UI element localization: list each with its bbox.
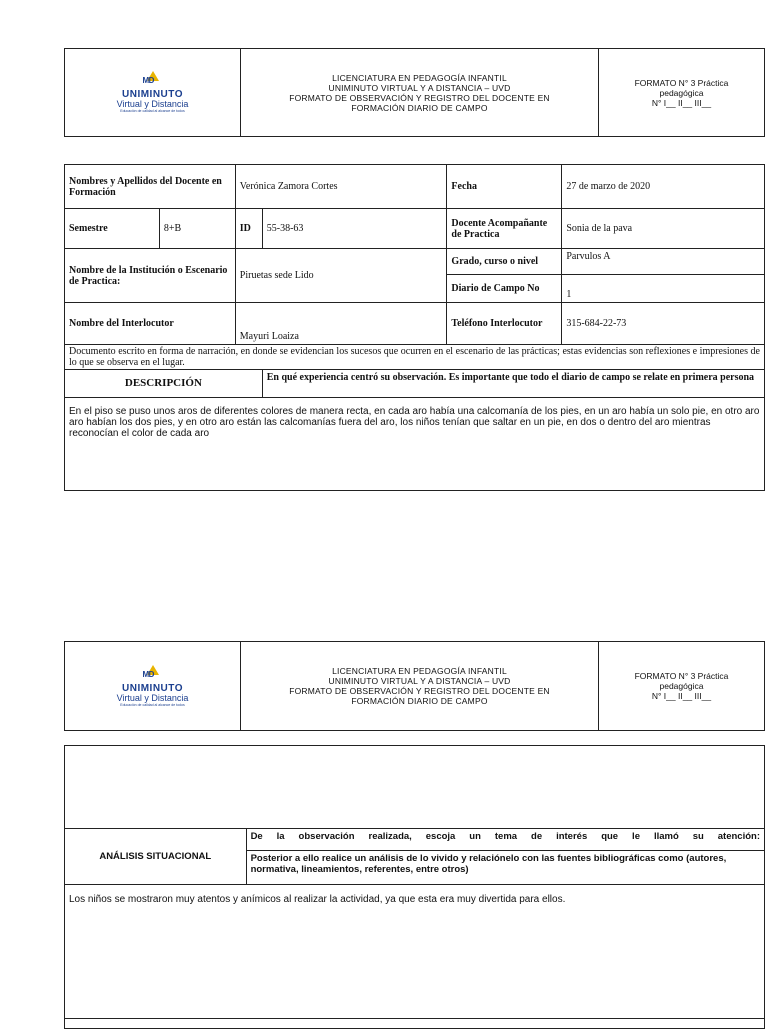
advisor-label: Docente Acompañante de Practica [447, 209, 562, 249]
phone-value: 315-684-22-73 [562, 303, 765, 345]
institution-value: Piruetas sede Lido [235, 249, 447, 303]
grade-value: Parvulos A [562, 249, 765, 275]
advisor-value: Sonia de la pava [562, 209, 765, 249]
format-line: N° I__ II__ III__ [651, 97, 712, 108]
uniminuto-logo-icon: MD [142, 71, 164, 89]
description-prompt: En qué experiencia centró su observación. Es importante que todo el diario de campo se relate en primera persona [262, 370, 764, 398]
logo-tagline: Educación de calidad al alcance de todos [120, 702, 185, 707]
description-text: En el piso se puso unos aros de diferentes colores de manera recta, en cada aro había una calcomanía de los pies, en un aro había un solo pie, en otro aro aro habían los dos pies, y en otro aro están las calcomanías fuera del aro, los niños tenían que saltar en un pie, en dos o dentro del aro mientras reconocían el color de cada aro [65, 398, 765, 491]
uniminuto-logo-icon: MD [142, 665, 164, 683]
diary-label: Diario de Campo No [447, 275, 562, 303]
format-line: N° I__ II__ III__ [651, 691, 712, 701]
analysis-text: Los niños se mostraron muy atentos y anímicos al realizar la actividad, ya que esta era muy divertida para ellos. [65, 885, 765, 1019]
title-line: FORMATO DE OBSERVACIÓN Y REGISTRO DEL DOCENTE EN [289, 92, 550, 103]
page-header-2 [64, 641, 765, 731]
title-line: LICENCIATURA EN PEDAGOGÍA INFANTIL [332, 666, 507, 676]
title-line: UNIMINUTO VIRTUAL Y A DISTANCIA – UVD [328, 82, 511, 93]
date-label: Fecha [447, 165, 562, 209]
logo-name: UNIMINUTO [122, 682, 183, 694]
phone-label: Teléfono Interlocutor [447, 303, 562, 345]
name-label: Nombres y Apellidos del Docente en Formación [65, 165, 236, 209]
title-line: LICENCIATURA EN PEDAGOGÍA INFANTIL [332, 72, 507, 83]
analysis-label: ANÁLISIS SITUACIONAL [65, 829, 247, 885]
grade-label: Grado, curso o nivel [447, 249, 562, 275]
title-line: FORMACIÓN DIARIO DE CAMPO [351, 102, 488, 113]
format-line: pedagógica [659, 681, 704, 691]
format-number [599, 49, 764, 136]
header-title [241, 49, 599, 136]
logo-tagline: Educación de calidad al alcance de todos [120, 109, 185, 113]
diary-value: 1 [562, 275, 765, 303]
format-line: FORMATO N° 3 Práctica [634, 671, 729, 681]
analysis-table [64, 745, 765, 1029]
interlocutor-value: Mayuri Loaiza [235, 303, 447, 345]
logo-sub: Virtual y Distancia [116, 692, 189, 703]
institution-label: Nombre de la Institución o Escenario de Practica: [65, 249, 236, 303]
logo-sub: Virtual y Distancia [116, 99, 189, 109]
interlocutor-label: Nombre del Interlocutor [65, 303, 236, 345]
id-value: 55-38-63 [262, 209, 447, 249]
info-table [64, 164, 765, 491]
logo-cell [65, 642, 241, 730]
logo-cell [65, 49, 241, 136]
description-label: DESCRIPCIÓN [65, 370, 263, 398]
title-line: FORMATO DE OBSERVACIÓN Y REGISTRO DEL DOCENTE EN [289, 686, 550, 696]
semester-value: 8+B [159, 209, 235, 249]
analysis-prompt-2: Posterior a ello realice un análisis de lo vivido y relaciónelo con las fuentes bibliográficas como (autores, normativa, lineamientos, referentes, entre otros) [250, 853, 727, 875]
date-value: 27 de marzo de 2020 [562, 165, 765, 209]
header-title [241, 642, 599, 730]
format-number [599, 642, 764, 730]
name-value: Verónica Zamora Cortes [235, 165, 447, 209]
format-line: pedagógica [659, 87, 704, 98]
analysis-prompt [246, 829, 764, 885]
title-line: FORMACIÓN DIARIO DE CAMPO [351, 696, 488, 706]
semester-label: Semestre [65, 209, 160, 249]
page-header-1 [64, 48, 765, 137]
title-line: UNIMINUTO VIRTUAL Y A DISTANCIA – UVD [328, 676, 511, 686]
analysis-prompt-1: De la observación realizada, escoja un tema de interés que le llamó su atención: [247, 829, 764, 851]
format-line: FORMATO N° 3 Práctica [634, 77, 729, 88]
id-label: ID [235, 209, 262, 249]
logo-name: UNIMINUTO [122, 89, 183, 100]
document-note: Documento escrito en forma de narración, en donde se evidencian los sucesos que ocurren en el escenario de las prácticas; estas evidencias son reflexiones e impresiones de lo que se observa en el lugar. [65, 345, 765, 370]
empty-block [65, 746, 765, 829]
